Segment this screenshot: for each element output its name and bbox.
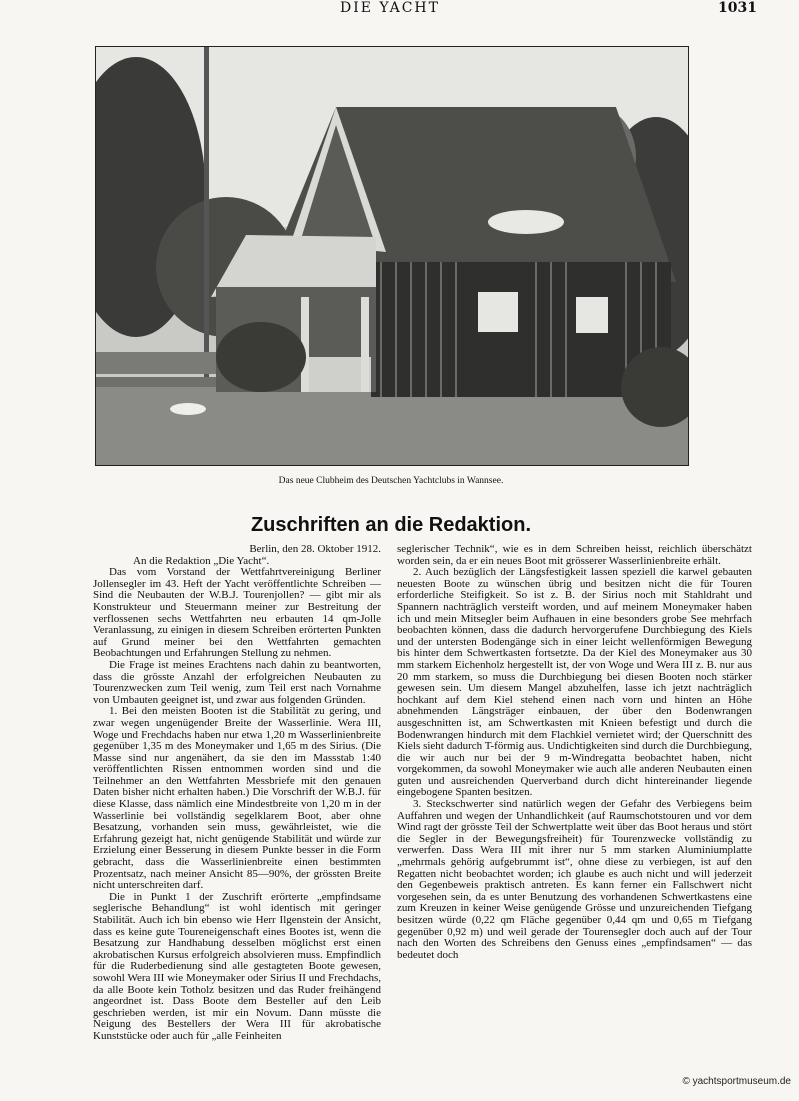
article-title: Zuschriften an die Redaktion. bbox=[250, 514, 532, 536]
photo-caption: Das neue Clubheim des Deutschen Yachtclubs in Wannsee. bbox=[278, 476, 504, 486]
paragraph: 2. Auch bezüglich der Längsfestigkeit lassen speziell die karwel gebauten neuesten Boote zu wünschen übrig und besitzen nicht die für Touren erforderliche Steifigkeit. So ist z. B. der Sirius noch mit Stahldraht und Spannern nachträglich versteift worden, und auf meinem Moneymaker haben ich und mein Mitsegler beim Aufhauen in eine besonders grobe See mehrfach beobachten können, dass die dadurch hervorgerufene Durchbiegung des Kiels und der untersten Bodengänge sich in einer leicht wellenförmigen Bewegung bis hinter dem Schwertkasten fortsetzte. Da der Kiel des Moneymaker aus 30 mm starkem Eichenholz hergestellt ist, der von Woge und Wera III z. B. nur aus 20 mm starkem, so muss die Durchbiegung bei diesen Booten noch stärker gewesen sein. Um diesem Mangel abzuhelfen, lasse ich jetzt nachträglich hochkant auf dem Kiel stehend einen nach vorn und hinten an Höhe abnehmenden Längsträger einbauen, der über den Bodenwrangen ausgeschnitten ist, am Schwertkasten mit Knieen befestigt und durch die Bodenwrangen hindurch mit dem Flachkiel vernietet wird; der Querschnitt des Kiels sieht dadurch T-förmig aus. Undichtigkeiten sind durch die Durchbiegung, die wir auch nur bei der 9 m-Windregatta beobachtet haben, nicht vorgekommen, da sowohl Moneymaker wie auch alle anderen Neubauten einen guten und ausreichenden Querverband durch dicht hintereinander liegende eingebogene Spanten besitzen. bbox=[397, 566, 752, 799]
left-column bbox=[93, 544, 381, 1043]
page-number: 1031 bbox=[718, 0, 757, 16]
paragraph: Das vom Vorstand der Wettfahrtvereinigung Berliner Jollensegler im 43. Heft der Yacht veröffentlichte Schreiben — Sind die Neubauten der W.B.J. Tourenjollen? — gibt mir als Konstrukteur und Steuermann meiner zur Bestreitung der verflossenen sechs Wettfahrten neu erbauten 14 qm-Jolle Veranlassung, zu einigen in diesem Schreiben erörterten Punkten auf Grund meiner bei den Wettfahrten gemachten Beobachtungen und Erfahrungen Stellung zu nehmen. bbox=[93, 566, 381, 660]
paragraph: seglerischer Technik“, wie es in dem Schreiben heisst, reichlich überschätzt worden sein, da er ein neues Boot mit grösserer Wasserlinienbreite erhält. bbox=[397, 543, 752, 567]
address: An die Redaktion „Die Yacht“. bbox=[133, 554, 270, 567]
running-title: DIE YACHT bbox=[340, 0, 440, 16]
paragraph: Die in Punkt 1 der Zuschrift erörterte „empfindsame seglerische Behandlung“ ist wohl identisch mit geringer Stabilität. Auch ich bin ebenso wie Herr Ilgenstein der Ansicht, dass es keine gute Toureneigenschaft eines Bootes ist, wenn die Besatzung zur Handhabung desselben möglichst erst einen akrobatischen Kursus erfolgreich absolvieren muss. Empfindlich für die Ruderbedienung sind alle gestagteten Boote gewesen, sowohl Wera III wie Moneymaker oder Sirius II und Frechdachs, da alle Boote kein Totholz besitzen und das Ruder freihängend angeordnet ist. Dass Boote dem Besteller auf den Leib geschrieben werden, ist mir ein Novum. Dann müsste die Neigung des Bestellers der Wera III für akrobatische Kunststücke oder auch für „alle Feinheiten bbox=[93, 890, 381, 1042]
paragraph: 1. Bei den meisten Booten ist die Stabilität zu gering, und zwar wegen ungenügender Breite der Wasserlinie. Wera III, Woge und Frechdachs haben nur etwa 1,20 m Wasserlinienbreite gegenüber 1,35 m des Moneymaker und 1,65 m des Sirius. (Die Masse sind nur angenähert, da sie den im Massstab 1:40 veröffentlichten Rissen entnommen worden sind und die Teilnehmer an den Wettfahrten Messbriefe mit den genauen Daten bisher nicht erhalten haben.) Die Vorschrift der W.B.J. für diese Klasse, dass nämlich eine Mindestbreite von 1,20 m in der Wasserlinie bei vollständig segelklarem Boot, aber ohne Besatzung, vorhanden sein muss, gewährleistet, wie die Erfahrung gezeigt hat, nicht genügende Stabilität und würde zur Erzielung einer Besserung in diesem Punkte besser in die Form gebracht, dass die Wasserlinienbreite einen bestimmten Prozentsatz, nach meiner Ansicht 85—90%, der grössten Breite nicht unterschreiten darf. bbox=[93, 705, 381, 892]
watermark: © yachtsportmuseum.de bbox=[682, 1076, 791, 1087]
clubhouse-illustration bbox=[96, 47, 688, 465]
right-column bbox=[397, 544, 752, 961]
dateline: Berlin, den 28. Oktober 1912. bbox=[249, 543, 381, 555]
paragraph: Die Frage ist meines Erachtens nach dahin zu beantworten, dass die grösste Anzahl der erfolgreichen Neubauten zu Tourenzwecken zum Teil wenig, zum Teil erst nach Vornahme von Umbauten geeignet ist, und zwar aus folgenden Gründen. bbox=[93, 658, 381, 706]
paragraph: 3. Steckschwerter sind natürlich wegen der Gefahr des Verbiegens beim Auffahren und wegen der Unhandlichkeit (auf Raumschotstouren und vor dem Wind ragt der grösste Teil der Schwertplatte weit über das Boot heraus und stört die Segler in der Bewegungsfreiheit) für Tourenzwecke vollständig zu verwerfen. Dass Wera III mit ihrer nur 5 mm starken Aluminiumplatte „mehrmals gehörig aufgebrummt ist“, ohne diese zu verbiegen, ist auf den Regatten nicht beobachtet worden; ich glaube es auch nicht und will jederzeit den Gegenbeweis praktisch antreten. Es kann ferner ein Fallschwert nicht vorgesehen sein, da es unter Benutzung des vorhandenen Schwertkastens eine zum Kreuzen in keiner Weise genügende Grösse und unzureichenden Tiefgang besitzen würde (0,22 qm Fläche gegenüber 0,44 qm und 0,65 m Tiefgang gegenüber 0,92 m) und weil gerade der Tourensegler doch auch auf der Tour nach den Worten des Schreibens den Genuss eines „empfindsamen“ — das bedeutet doch bbox=[397, 798, 752, 961]
clubhouse-photo bbox=[95, 46, 689, 466]
